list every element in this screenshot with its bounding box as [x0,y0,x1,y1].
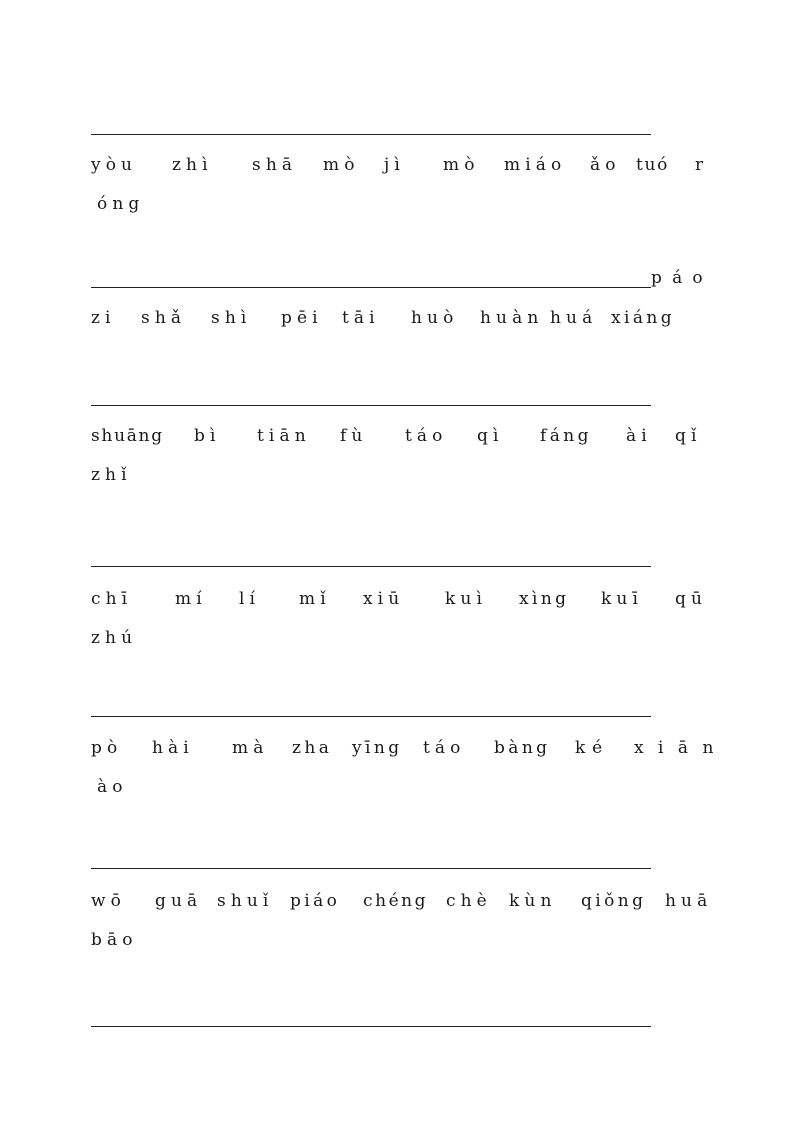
pinyin-word: qū [675,589,708,609]
pinyin-word: táo [423,738,466,758]
pinyin-word: bì [194,426,221,446]
pinyin-word: shuāng [91,426,164,446]
pinyin-word: tāi [342,308,380,328]
answer-line-1 [91,134,651,135]
pinyin-word: miáo [504,155,567,175]
pinyin-word: ǎo [590,155,621,175]
pinyin-row [91,628,711,650]
pinyin-word: ào [97,777,128,797]
pinyin-word: pēi [281,308,323,328]
pinyin-word: mà [232,738,269,758]
pinyin-word: xìng [519,589,570,609]
pinyin-word: piáo [290,891,341,911]
pinyin-word: shǎ [141,308,187,328]
pinyin-word: shā [252,155,298,175]
pinyin-word: hài [152,738,194,758]
pinyin-word: yòu [91,155,138,175]
answer-line-4 [91,566,651,567]
pinyin-word: qiǒng [581,891,647,911]
pinyin-row [91,891,711,913]
pinyin-word: kùn [509,891,557,911]
pinyin-word: kuì [445,589,487,609]
pinyin-word: zhǐ [91,465,132,485]
pinyin-row [91,426,711,448]
pinyin-word: fù [340,426,368,446]
pinyin-row [91,738,728,760]
pinyin-word: zha [292,738,333,758]
pinyin-word: mò [323,155,360,175]
pinyin-row [91,465,711,487]
pinyin-word: wō [91,891,126,911]
answer-line-2 [91,287,651,288]
pinyin-word: fáng [540,426,592,446]
pinyin-word: xiān [634,738,728,758]
pinyin-word: shì [211,308,252,328]
pinyin-row [91,930,711,952]
pinyin-word: huàn [480,308,544,328]
pinyin-row [91,777,711,799]
pinyin-word: páo [651,268,713,288]
pinyin-word: mò [443,155,480,175]
answer-line-7 [91,1026,651,1027]
answer-line-6 [91,868,651,869]
pinyin-row [91,194,711,216]
pinyin-word: yīng [352,738,403,758]
pinyin-word: táo [405,426,448,446]
pinyin-row [91,308,711,330]
pinyin-word: jì [384,155,405,175]
pinyin-word: bāo [91,930,138,950]
pinyin-word: bàng [494,738,551,758]
pinyin-word: kuī [601,589,643,609]
pinyin-word: tiān [257,426,311,446]
pinyin-word: tuó [636,155,670,175]
answer-line-5 [91,716,651,717]
pinyin-word: chī [91,589,133,609]
pinyin-word: ké [575,738,609,758]
pinyin-word: xiū [363,589,405,609]
pinyin-word: zhú [91,628,138,648]
pinyin-word: mí [175,589,207,609]
pinyin-word: mǐ [299,589,331,609]
pinyin-word: qì [477,426,504,446]
pinyin-word: lí [239,589,261,609]
pinyin-word: huò [411,308,459,328]
pinyin-word: pò [91,738,123,758]
pinyin-word: huá [550,308,598,328]
pinyin-word: zhì [172,155,213,175]
pinyin-word: óng [97,194,145,214]
pinyin-row [91,589,711,611]
pinyin-word: chéng [363,891,429,911]
pinyin-word: zi [91,308,116,328]
pinyin-word: chè [446,891,492,911]
pinyin-word: ài [626,426,652,446]
pinyin-word: qǐ [675,426,702,446]
pinyin-word: huā [665,891,713,911]
answer-line-3 [91,405,651,406]
pinyin-row [91,155,711,177]
pinyin-word: r [695,155,704,175]
pinyin-word: shuǐ [217,891,274,911]
pinyin-word: guā [155,891,203,911]
pinyin-word: xiáng [611,308,675,328]
